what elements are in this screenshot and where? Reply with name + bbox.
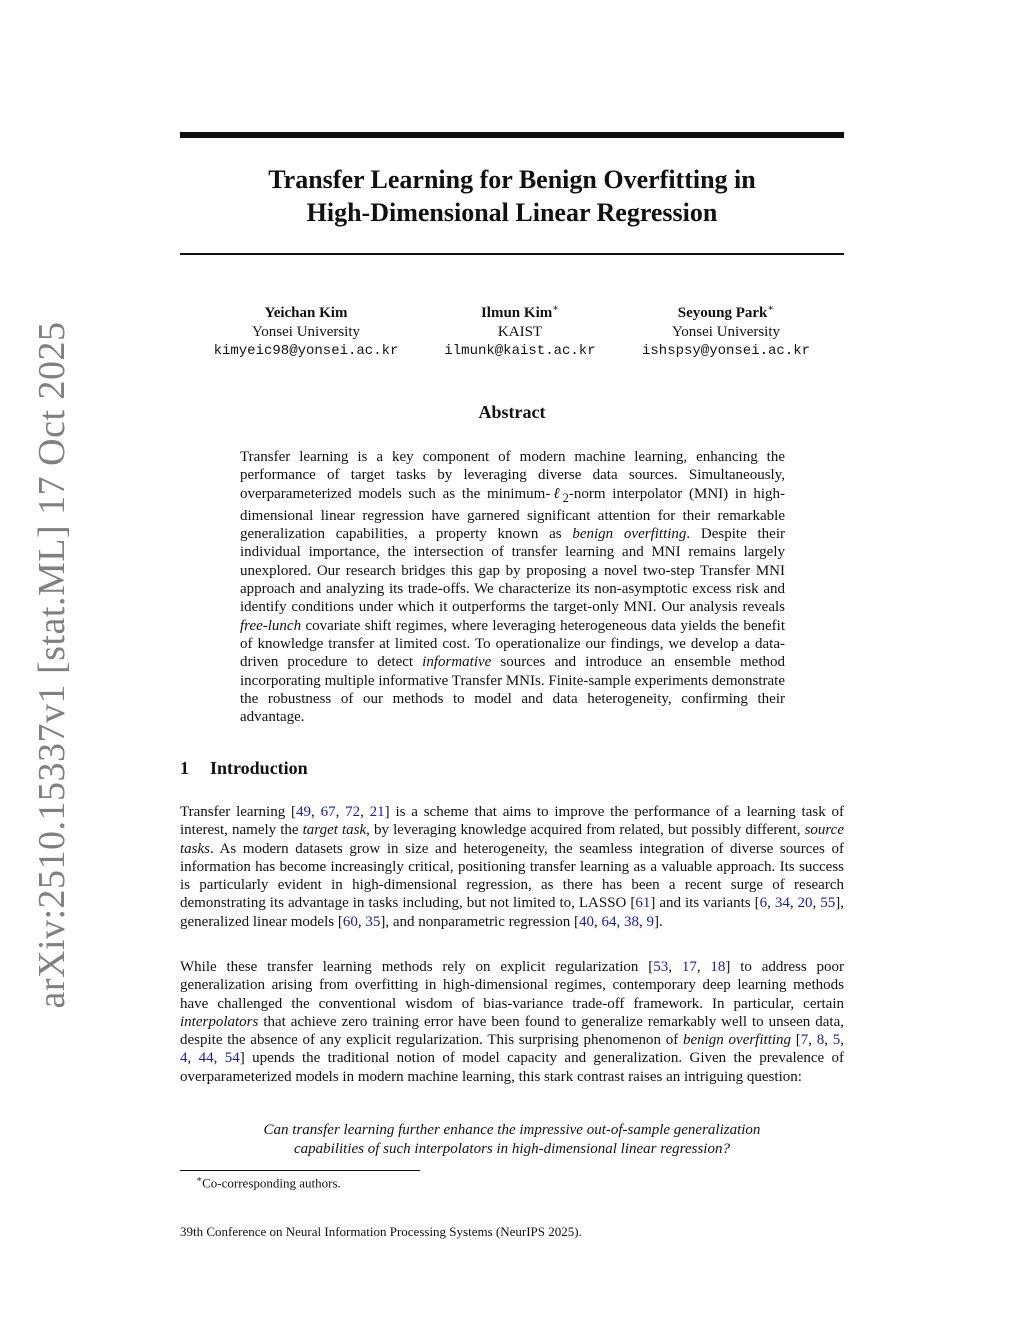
question-line-1: Can transfer learning further enhance the impressive out-of-sample generalization (263, 1122, 761, 1138)
emphasis: informative (422, 654, 492, 671)
intro-paragraph-1: Transfer learning [49, 67, 72, 21] is a scheme that aims to improve the performance of a learning task of interest, namely the target task, by leveraging knowledge acquired from related, but possibly different, source tasks. As modern datasets grow in size and heterogeneity, the seamless integration of diverse sources of information has become increasingly critical, positioning transfer learning as a valuable approach. Its success is particularly evident in high-dimensional regression, as there has been a recent surge of research demonstrating its advantage in tasks including, but not limited to, LASSO [61] and its variants [6, 34, 20, 55], generalized linear models [60, 35], and nonparametric regression [40, 64, 38, 9]. (180, 804, 845, 930)
title-top-rule (180, 132, 844, 138)
author-2 (430, 299, 610, 361)
citation-link[interactable]: 38 (624, 913, 640, 930)
emphasis: target task (302, 822, 367, 839)
citation-link[interactable]: 9 (646, 913, 655, 930)
citation-link[interactable]: 53 (653, 959, 669, 975)
citation-link[interactable]: 72 (345, 804, 361, 820)
citation-group: 60, 35 (342, 913, 381, 930)
emphasis: free-lunch (240, 617, 302, 634)
citation-link[interactable]: 44 (198, 1050, 214, 1067)
author-email: ishspsy@yonsei.ac.kr (641, 343, 811, 359)
author-mark: ∗ (552, 303, 560, 314)
venue-note: 39th Conference on Neural Information Processing Systems (NeurIPS 2025). (180, 1224, 582, 1239)
citation-link[interactable]: 4 (180, 1050, 188, 1067)
author-name: Seyoung Park∗ (677, 303, 775, 321)
citation-link[interactable]: 20 (797, 895, 813, 912)
emphasis: source tasks (180, 822, 844, 857)
citation-group: 6, 34, 20, 55 (759, 895, 836, 912)
citation-link[interactable]: 49 (296, 804, 312, 820)
author-name: Yeichan Kim (264, 305, 348, 321)
citation-link[interactable]: 17 (681, 959, 697, 975)
emphasis: benign overfitting (682, 1032, 792, 1049)
author-mark: ∗ (767, 303, 775, 314)
author-affiliation: KAIST (497, 324, 543, 340)
citation-group: 7, 8, 5, 4, 44, 54 (180, 1032, 845, 1067)
citation-link[interactable]: 5 (832, 1032, 841, 1049)
title-bottom-rule (180, 253, 844, 255)
citation-group (635, 895, 650, 911)
author-name: Ilmun Kim∗ (480, 303, 560, 321)
citation-group: 40, 64, 38, 9 (579, 913, 655, 930)
title-line-1: Transfer Learning for Benign Overfitting in (268, 165, 756, 194)
section-heading-introduction (180, 758, 308, 779)
emphasis: benign overfitting (572, 526, 687, 543)
citation-link[interactable]: 67 (320, 804, 336, 820)
section-title: Introduction (210, 758, 308, 778)
footnote-text: Co-corresponding authors. (202, 1175, 341, 1191)
abstract-text: Transfer learning is a key component of modern machine learning, enhancing the performance of target tasks by leveraging diverse data sources. Simultaneously, overparameterized models such as the minimum-ℓ$_2$-norm interpolator (MNI) in high-dimensional linear regression have garnered significant attention for their remarkable generalization capabilities, a property known as benign overfitting. Despite their individual importance, the intersection of transfer learning and MNI remains largely unexplored. Our research bridges this gap by proposing a novel two-step Transfer MNI approach and analyzing its trade-offs. We characterize its non-asymptotic excess risk and identify conditions under which it outperforms the target-only MNI. Our analysis reveals free-lunch covariate shift regimes, where leveraging heterogeneous data yields the benefit of knowledge transfer at limited cost. To operationalize our findings, we develop a data-driven procedure to detect informative sources and introduce an ensemble method incorporating multiple informative Transfer MNIs. Finite-sample experiments demonstrate the robustness of our methods to model and data heterogeneity, confirming their advantage. (240, 449, 785, 726)
citation-link[interactable]: 54 (224, 1050, 240, 1067)
citation-link[interactable]: 55 (820, 895, 836, 912)
math-ell-subscript: 2 (562, 490, 569, 505)
arxiv-identifier-stamp: arXiv:2510.15337v1 [stat.ML] 17 Oct 2025 (31, 321, 73, 1009)
citation-link[interactable]: 61 (635, 895, 651, 912)
citation-link[interactable]: 60 (342, 913, 358, 930)
footnote-mark: ∗ (196, 1174, 203, 1184)
title-line-2: High-Dimensional Linear Regression (306, 198, 718, 227)
citation-link[interactable]: 7 (800, 1032, 809, 1049)
author-affiliation: Yonsei University (671, 324, 781, 340)
paper-title (180, 163, 844, 229)
author-email: kimyeic98@yonsei.ac.kr (213, 343, 399, 359)
citation-group: 53, 17, 18 (653, 959, 726, 975)
footnote-rule (180, 1170, 420, 1171)
author-3 (630, 299, 822, 361)
citation-link[interactable]: 40 (579, 913, 595, 930)
citation-group: 49, 67, 72, 21 (296, 804, 385, 820)
citation-link[interactable]: 64 (601, 913, 617, 930)
citation-link[interactable]: 18 (710, 959, 726, 975)
citation-link[interactable]: 35 (365, 913, 381, 930)
emphasis: interpolators (180, 1013, 259, 1030)
author-block (180, 299, 844, 369)
citation-link[interactable]: 6 (759, 895, 768, 912)
citation-link[interactable]: 8 (816, 1032, 825, 1049)
math-ell: ℓ (550, 485, 563, 502)
author-1 (212, 299, 400, 361)
citation-link[interactable]: 21 (369, 804, 385, 820)
citation-link[interactable]: 34 (774, 895, 790, 912)
author-email: ilmunk@kaist.ac.kr (444, 343, 596, 359)
section-number: 1 (180, 758, 189, 778)
intro-paragraph-2: While these transfer learning methods rely on explicit regularization [53, 17, 18] to address poor generalization arising from overfitting in high-dimensional regimes, contemporary deep learning methods have challenged the conventional wisdom of bias-variance trade-off framework. In particular, certain interpolators that achieve zero training error have been found to generalize remarkably well to unseen data, despite the absence of any explicit regularization. This surprising phenomenon of benign overfitting [7, 8, 5, 4, 44, 54] upends the traditional notion of model capacity and generalization. Given the prevalence of overparameterized models in modern machine learning, this stark contrast raises an intriguing question: (180, 959, 845, 1085)
question-line-2: capabilities of such interpolators in high-dimensional linear regression? (294, 1140, 730, 1157)
footnote (196, 1174, 341, 1191)
author-affiliation: Yonsei University (251, 324, 361, 340)
research-question (180, 1121, 844, 1158)
abstract-heading: Abstract (478, 402, 546, 422)
